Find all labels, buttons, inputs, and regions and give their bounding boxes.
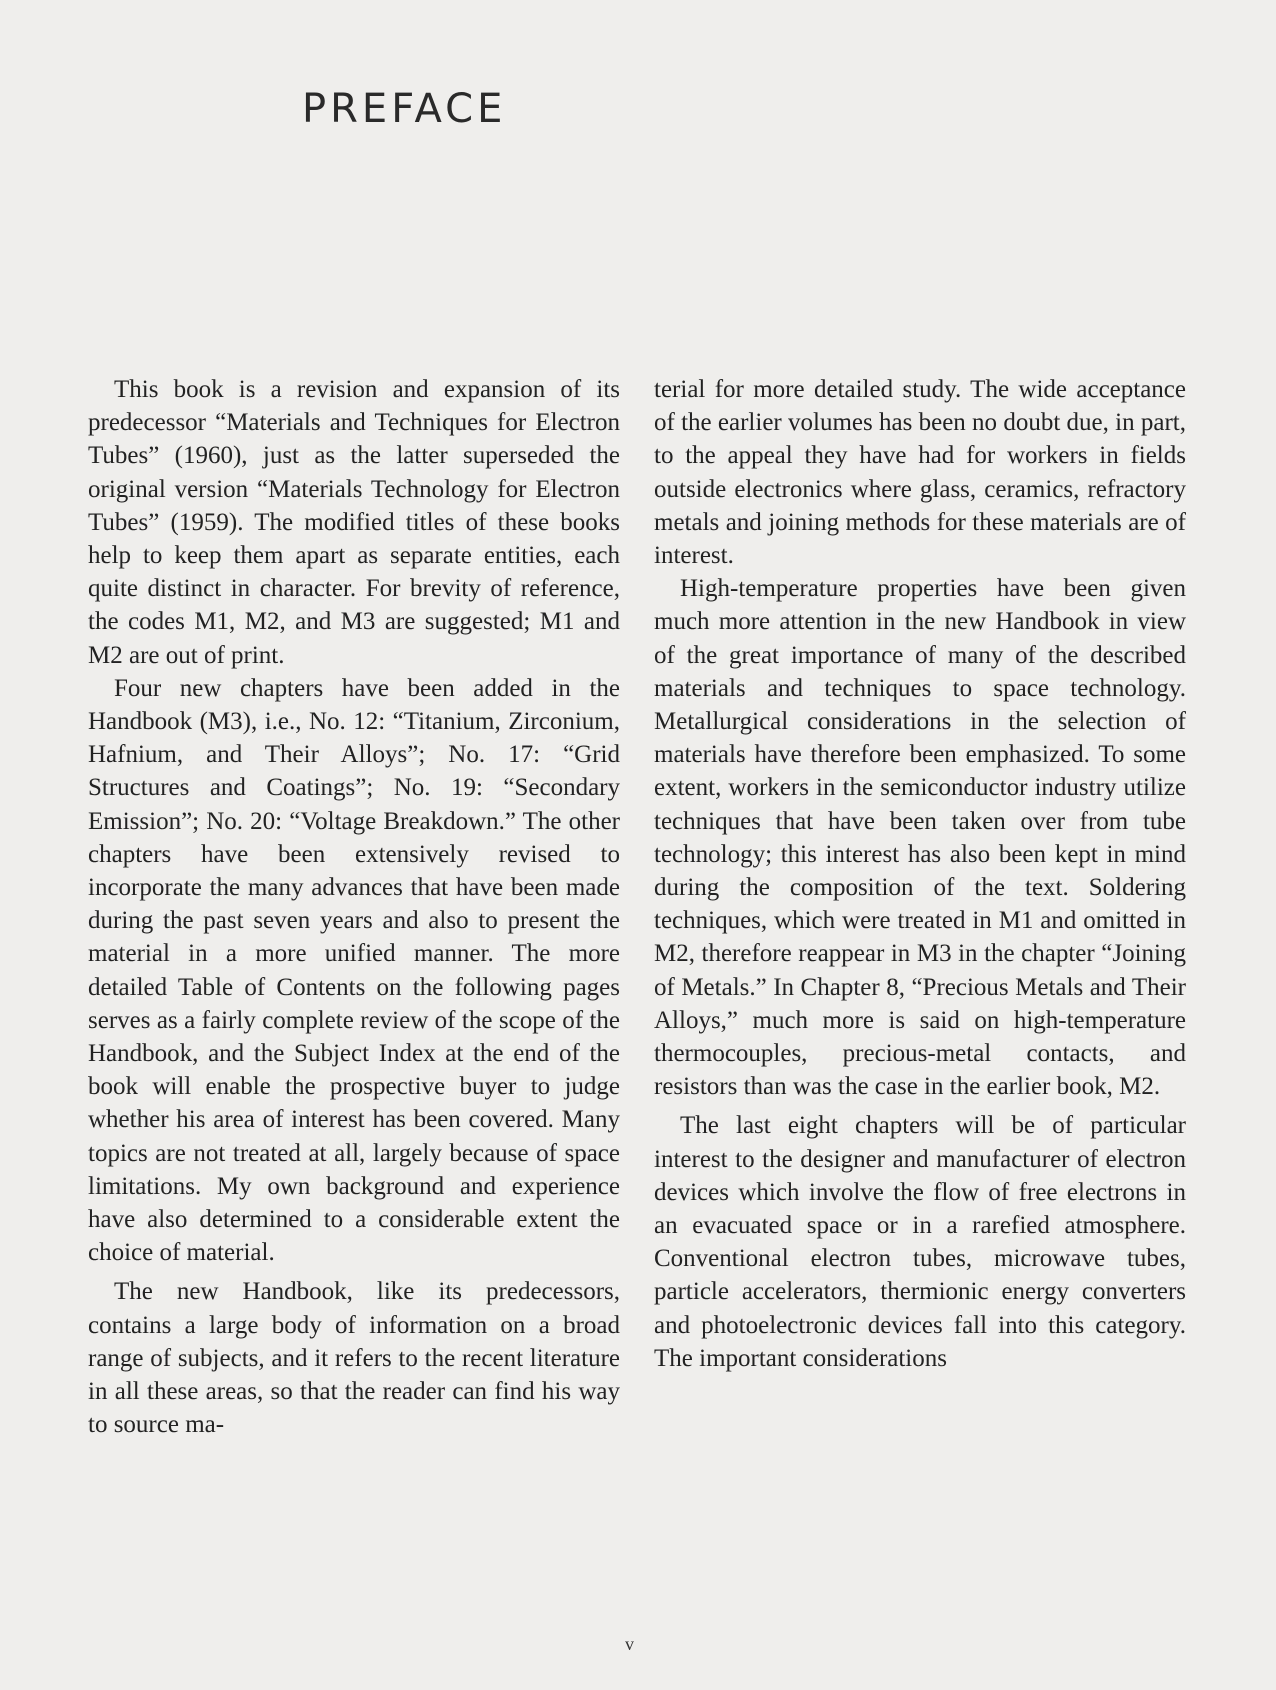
paragraph: This book is a revision and expansion of its predecessor “Materials and Techniques for Electron Tubes” (1960), just as the latter superseded the original version “Materials Technology for Electron Tubes” (1959). The modified titles of these books help to keep them apart as separate entities, each quite distinct in character. For brevity of reference, the codes M1, M2, and M3 are suggested; M1 and M2 are out of print.	[88, 376, 620, 669]
paragraph: Four new chapters have been added in the Handbook (M3), i.e., No. 12: “Titanium, Zirconium, Hafnium, and Their Alloys”; No. 17: “Grid Structures and Coatings”; No. 19: “Secondary Emission”; No. 20: “Voltage Breakdown.” The other chapters have been extensively revised to incorporate the many advances that have been made during the past seven years and also to present the material in a more unified manner. The more detailed Table of Contents on the following pages serves as a fairly complete review of the scope of the Handbook, and the Subject Index at the end of the book will enable the prospective buyer to judge whether his area of interest has been covered. Many topics are not treated at all, largely because of space limitations. My own background and experience have also determined to a considerable extent the choice of material.	[88, 674, 620, 1267]
paragraph: terial for more detailed study. The wide acceptance of the earlier volumes has been no doubt due, in part, to the appeal they have had for workers in fields outside electronics where glass, ceramics, refractory metals and joining methods for these materials are of interest.	[654, 376, 1186, 570]
left-column	[88, 373, 620, 1442]
right-column	[654, 373, 1186, 1375]
paragraph: High-temperature properties have been given much more attention in the new Handbook in view of the great importance of many of the described materials and techniques to space technology. Metallurgical considerations in the selection of materials have therefore been emphasized. To some extent, workers in the semiconductor industry utilize techniques that have been taken over from tube technology; this interest has also been kept in mind during the composition of the text. Soldering techniques, which were treated in M1 and omitted in M2, therefore reappear in M3 in the chapter “Joining of Metals.” In Chapter 8, “Precious Metals and Their Alloys,” much more is said on high-temperature thermocouples, precious-metal contacts, and resistors than was the case in the earlier book, M2.	[654, 575, 1186, 1101]
page-title: PREFACE	[302, 86, 507, 132]
paragraph: The last eight chapters will be of particular interest to the designer and manufacturer of electron devices which involve the flow of free electrons in an evacuated space or in a rarefied atmosphere. Conventional electron tubes, microwave tubes, particle accelerators, thermionic energy converters and photoelectronic devices fall into this category. The important considerations	[654, 1112, 1186, 1372]
page-number: v	[625, 1634, 634, 1654]
paragraph: The new Handbook, like its predecessors, contains a large body of information on a broad range of subjects, and it refers to the recent literature in all these areas, so that the reader can find his way to source ma-	[88, 1278, 620, 1439]
